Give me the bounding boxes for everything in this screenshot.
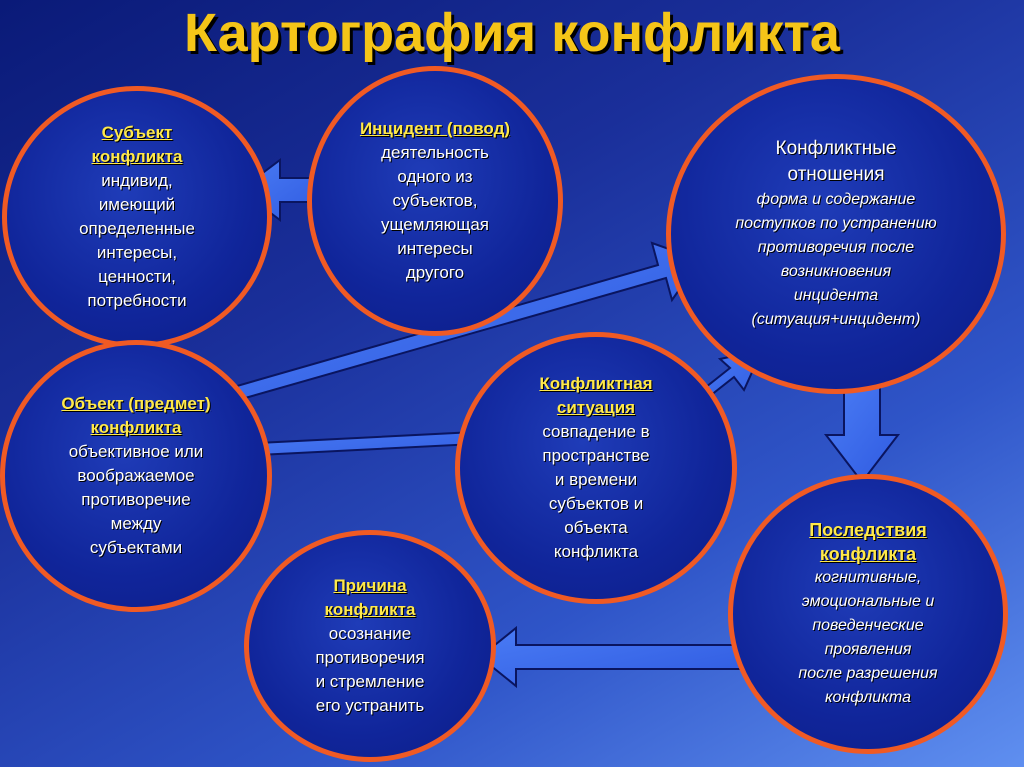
cause-text: осознание противоречия и стремление его устранить [315,624,425,715]
incident-text: деятельность одного из субъектов, ущемляющая интересы другого [381,143,489,282]
arrow-relations-to-consequences [826,386,898,482]
subject-heading: Субъект конфликта [91,123,183,166]
cause-heading: Причина конфликта [324,576,416,619]
subject-text: индивид, имеющий определенные интересы, ценности, потребности [79,171,195,310]
node-object [0,340,272,612]
situation-heading: Конфликтная ситуация [539,374,653,417]
node-incident [307,66,563,336]
node-cause [244,530,496,762]
node-relations [666,74,1006,394]
consequences-text: когнитивные, эмоциональные и поведенческие проявления после разрешения конфликта [798,569,938,706]
consequences-heading: Последствия конфликта [809,520,927,564]
object-heading: Объект (предмет) конфликта [61,394,211,437]
page-title: Картография конфликта [184,3,840,63]
object-text: объективное или воображаемое противоречие между субъектами [68,442,204,557]
relations-text: форма и содержание поступков по устранению противоречия после возникновения инцидента (ситуация+инцидент) [735,191,937,328]
relations-heading: Конфликтные отношения [775,138,897,185]
arrow-consequences-to-cause [480,628,742,686]
incident-heading: Инцидент (повод) [359,119,511,138]
node-subject [2,86,272,348]
node-situation [455,332,737,604]
situation-text: совпадение в пространстве и времени субъектов и объекта конфликта [542,422,650,561]
node-consequences [728,474,1008,754]
